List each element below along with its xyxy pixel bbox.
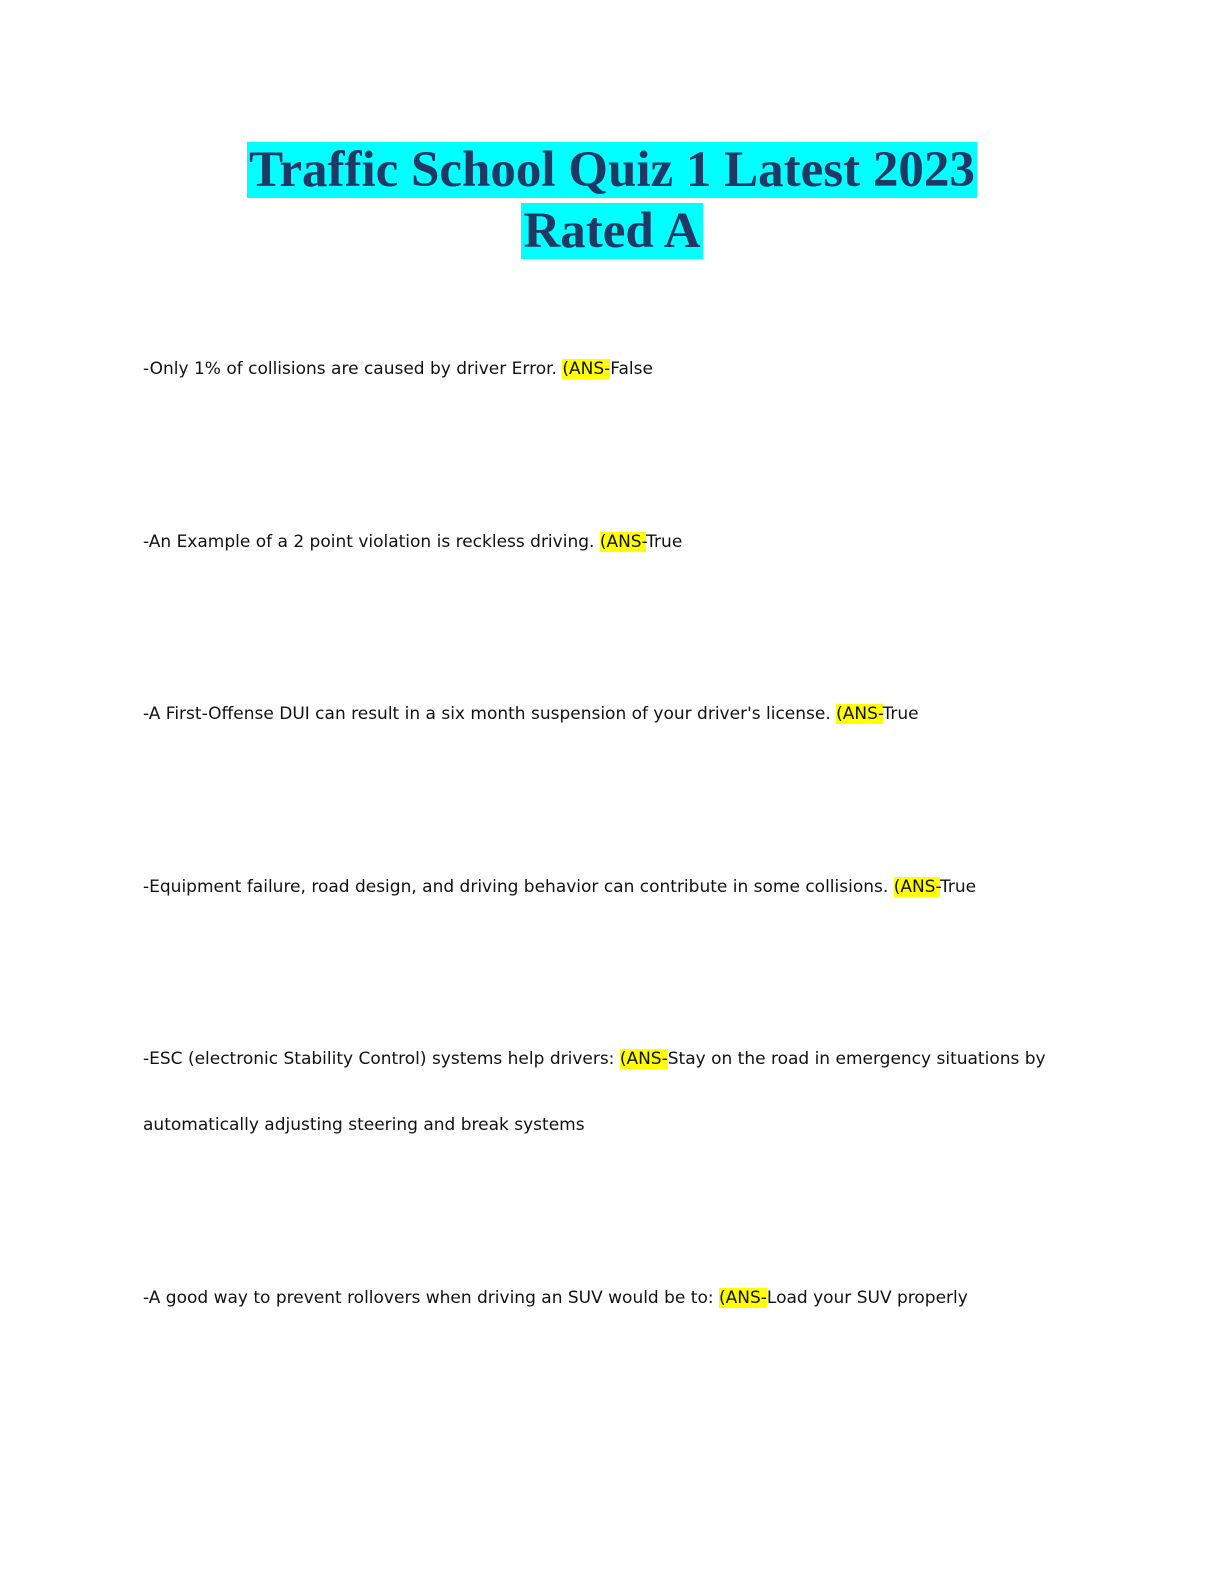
question-text: -A First-Offense DUI can result in a six month suspension of your driver's license.: [143, 704, 837, 724]
answer-marker: (ANS-: [599, 532, 647, 552]
quiz-item-2: [143, 532, 1103, 552]
answer-marker: (ANS-: [718, 1288, 767, 1308]
quiz-item-3: [143, 704, 1103, 724]
question-text: -Equipment failure, road design, and driving behavior can contribute in some collisions.: [143, 877, 894, 897]
quiz-item-1: [143, 359, 1103, 379]
quiz-item-5: [143, 1049, 1103, 1135]
document-title: [0, 140, 1224, 262]
answer-text: Load your SUV properly: [766, 1288, 968, 1308]
question-text: -A good way to prevent rollovers when driving an SUV would be to:: [143, 1288, 719, 1308]
title-line-2: Rated A: [523, 203, 701, 259]
answer-marker: (ANS-: [836, 704, 883, 724]
quiz-item-6: [143, 1288, 1103, 1308]
answer-text: False: [610, 359, 653, 379]
question-text: -An Example of a 2 point violation is reckless driving.: [143, 532, 600, 552]
quiz-item-4: [143, 877, 1103, 897]
answer-text: True: [940, 877, 977, 897]
answer-text: True: [882, 704, 919, 724]
answer-text: Stay on the road in emergency situations by: [667, 1049, 1046, 1069]
question-text: -ESC (electronic Stability Control) systems help drivers:: [143, 1049, 620, 1069]
answer-marker: (ANS-: [893, 877, 941, 897]
question-text: -Only 1% of collisions are caused by driver Error.: [143, 359, 563, 379]
answer-text: True: [646, 532, 683, 552]
answer-marker: (ANS-: [619, 1049, 668, 1069]
answer-text-continued: automatically adjusting steering and break systems: [143, 1115, 585, 1135]
title-line-1: Traffic School Quiz 1 Latest 2023: [249, 142, 975, 198]
answer-marker: (ANS-: [562, 359, 611, 379]
